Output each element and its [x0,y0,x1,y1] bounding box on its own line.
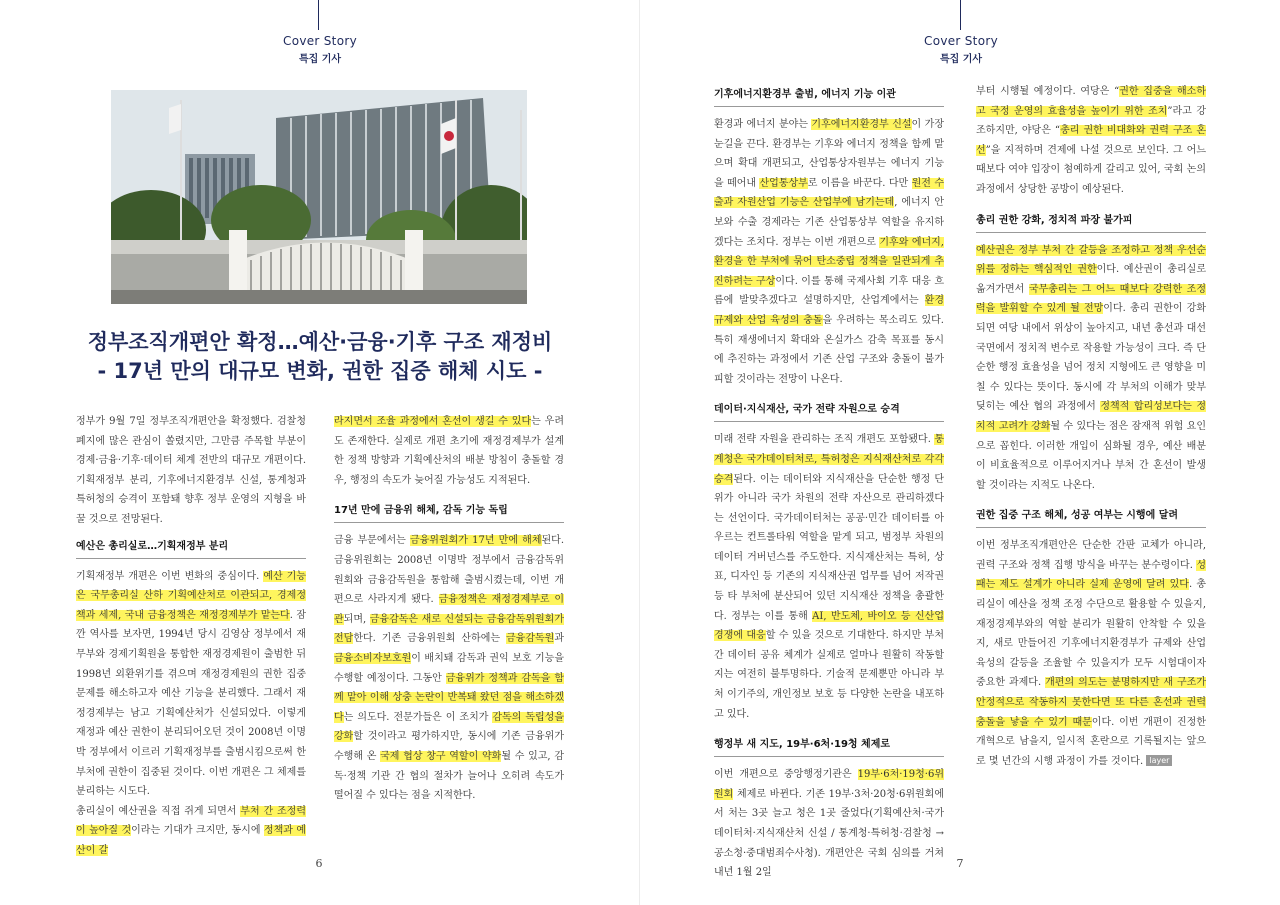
highlight: 예산 기능은 국무총리실 산하 기획예산처로 이관되고, 경제정책과 세제, 국내 금융정책은 재정경제부가 맡는다 [76,570,306,621]
highlight: 금융소비자보호원 [334,652,412,664]
highlight: 라지면서 조율 과정에서 혼선이 생길 수 있다 [334,416,532,427]
column-4 [976,82,1206,771]
highlight: 통계청은 국가데이터처로, 특허청은 지식재산처로 각각 승격 [714,434,944,485]
highlight: 금융위원회가 17년 만에 해체 [409,535,542,547]
column-3 [714,80,944,883]
section-label: 특집 기사 [939,54,983,65]
paragraph-structure: 이번 개편으로 중앙행정기관은 19부·6처·19청·6위원회 체제로 바뀐다. 기존 19부·3처·20청·6위원회에서 처는 3곳 늘고 청은 1곳 줄었다(기획예산처·국가데이터처·지식재산처 신설 / 통계청·특허청·검찰청 → 공소청·중대범죄수사청). 개편안은 국회 심의를 거쳐 내년 1월 2일 [714,769,944,879]
highlight: 권한 집중을 해소하고 국정 운영의 효율성을 높이기 위한 조치 [976,86,1206,117]
paragraph-data: 미래 전략 자원을 관리하는 조직 개편도 포함됐다. 통계청은 국가데이터처로, 특허청은 지식재산처로 각각 승격된다. 이는 데이터와 지식재산을 단순한 행정 단위가 아니라 국가 차원의 전략 자산으로 관리하겠다는 선언이다. 국가데이터처는 공공·민간 데이터를 아우르는 컨트롤타워 역할을 맡게 되고, 범정부 차원의 데이터 거버넌스를 주도한다. 지식재산처는 특허, 상표, 디자인 등 기존의 지식재산권 업무를 넘어 저작권 등 타 부처에 분산되어 있던 지식재산 정책을 총괄한다. 정부는 이를 통해 AI, 반도체, 바이오 등 신산업 경쟁에 대응할 수 있을 것으로 기대한다. 하지만 부처 간 데이터 공유 체계가 실제로 얼마나 원활히 작동할지는 여전히 불투명하다. 기술적 문제뿐만 아니라 부처 이기주의, 개인정보 보호 등 다양한 논란을 내포하고 있다. [714,434,945,720]
paragraph-pm: 예산권은 정부 부처 간 갈등을 조정하고 정책 우선순위를 정하는 핵심적인 권한이다. 예산권이 총리실로 옮겨가면서 국무총리는 그 어느 때보다 강력한 조정력을 발휘할 수 있게 될 전망이다. 총리 권한이 강화되면 여당 내에서 위상이 높아지고, 내년 총선과 대선 국면에서 정치적 변수로 작용할 가능성이 크다. 즉 단순한 행정 효율성을 넘어 정치 지형에도 큰 영향을 미칠 수 있다는 뜻이다. 동시에 각 부처의 이해가 맞부딪히는 예산 협의 과정에서 정책적 합리성보다는 정치적 고려가 강화될 수 있다는 점은 잠재적 위험 요인으로 꼽힌다. 이러한 개입이 심화될 경우, 예산 배분이 비효율적으로 이루어지거나 부처 간 혼선이 발생할 것이라는 지적도 나온다. [976,244,1207,491]
paragraph-finance: 금융 부문에서는 금융위원회가 17년 만에 해체된다. 금융위원회는 2008년 이명박 정부에서 금융감독위원회와 금융감독원을 통합해 출범시켰는데, 이번 개편으로 사라지게 됐다. 금융정책은 재정경제부로 이관되며, 금융감독은 새로 신설되는 금융감독위원회가 전담한다. 기존 금융위원회 산하에는 금융감독원과 금융소비자보호원이 배치돼 감독과 권익 보호 기능을 수행할 예정이다. 그동안 금융위가 정책과 감독을 함께 맡아 이해 상충 논란이 반복돼 왔던 점을 해소하겠다는 의도다. 전문가들은 이 조치가 감독의 독립성을 강화할 것이라고 평가하지만, 동시에 기존 금융위가 수행해 온 국제 협상 창구 역할이 약화될 수 있고, 감독·정책 기관 간 협의 절차가 늘어나 오히려 속도가 떨어질 수 있다는 점을 지적한다. [334,535,565,802]
highlight: 국제 협상 창구 역할이 약화 [380,750,502,762]
section-label: 특집 기사 [298,54,342,65]
highlight: 기후와 에너지, 환경을 한 부처에 묶어 탄소중립 정책을 일관되게 추진하려는 구상 [714,236,944,287]
cover-story-label: Cover Story [924,34,998,48]
highlight: 금융정책은 재정경제부로 이관 [334,594,565,625]
highlight: 성패는 제도 설계가 아니라 실제 운영에 달려 있다 [976,559,1206,591]
highlight: 원전 수출과 자원산업 기능은 산업부에 남기는데 [714,177,944,209]
paragraph-conclusion: 이번 정부조직개편안은 단순한 간판 교체가 아니라, 권력 구조와 정책 집행 방식을 바꾸는 분수령이다. 성패는 제도 설계가 아니라 실제 운영에 달려 있다. 총리실이 예산을 정책 조정 수단으로 활용할 수 있을지, 재정경제부와의 역할 분리가 원활히 안착할 수 있을지, 새로 만들어진 기후에너지환경부가 규제와 산업 육성의 갈등을 조율할 수 있을지가 모두 시험대이자 중요한 과제다. 개편의 의도는 분명하지만 새 구조가 안정적으로 작동하지 못한다면 또 다른 혼선과 권력 충돌을 낳을 수 있기 때문이다. 이번 개편이 진정한 개혁으로 남을지, 일시적 혼란으로 기록될지는 앞으로 몇 년간의 시행 과정이 가를 것이다. layer [976,540,1206,767]
highlight: 부처 간 조정력이 높아질 것 [76,805,306,837]
section-heading-budget: 예산은 총리실로…기획재정부 분리 [76,540,306,559]
highlight: 감독의 독립성을 강화 [334,711,564,743]
paragraph-budget-2: 총리실이 예산권을 직접 쥐게 되면서 부처 간 조정력이 높아질 것이라는 기대가 크지만, 동시에 정책과 예산이 갈 [76,805,306,856]
government-building-photo [111,90,527,304]
section-heading-climate: 기후에너지환경부 출범, 에너지 기능 이관 [714,88,944,107]
paragraph-schedule: 부터 시행될 예정이다. 여당은 “권한 집중을 해소하고 국정 운영의 효율성을 높이기 위한 조치”라고 강조하지만, 야당은 “총리 권한 비대화와 권력 구조 혼선”을 지적하며 견제에 나설 것으로 보인다. 그 어느 때보다 여야 입장이 첨예하게 갈리고 있어, 국회 논의 과정에서 상당한 공방이 예상된다. [976,86,1206,195]
page-number-right: 7 [956,857,964,870]
highlight: 기후에너지환경부 신설 [811,119,912,130]
highlight: 정책적 합리성보다는 정치적 고려가 강화 [976,401,1206,432]
highlight: 금융감독은 새로 신설되는 금융감독위원회가 전담 [334,613,564,645]
column-1 [76,412,306,860]
page-number-left: 6 [315,857,323,870]
highlight: 산업통상부 [759,177,808,189]
highlight: 금융위가 정책과 감독을 함께 맡아 이해 상충 논란이 반복돼 왔던 점을 해소하겠다 [334,672,564,723]
column-2 [334,412,564,806]
highlight: AI, 반도체, 바이오 등 신산업 경쟁에 대응 [714,610,944,642]
article-title [60,328,580,386]
intro-paragraph: 정부가 9월 7일 정부조직개편안을 확정했다. 검찰청 폐지에 많은 관심이 쏠렸지만, 그만큼 주목할 부분이 경제·금융·기후·데이터 체계 전반의 대규모 개편이다. 기획재정부 분리, 기후에너지환경부 신설, 통계청과 특허청의 승격이 포함돼 향후 정부 운영의 지형을 바꿀 것으로 전망된다. [76,416,306,525]
paragraph-cont: 라지면서 조율 과정에서 혼선이 생길 수 있다는 우려도 존재한다. 실제로 개편 초기에 재정경제부가 설계한 정책 방향과 기획예산처의 배분 방침이 충돌할 경우, 행정의 속도가 늦어질 가능성도 지적된다. [334,416,564,486]
highlight: 환경 규제와 산업 육성의 충돌 [714,295,944,326]
section-heading-pm: 총리 권한 강화, 정치적 파장 불가피 [976,214,1206,233]
title-line-1: 정부조직개편안 확정…예산·금융·기후 구조 재정비 [87,330,553,354]
header-rule [960,0,961,30]
highlight: 총리 권한 비대화와 권력 구조 혼선 [976,125,1206,156]
section-heading-conclusion: 권한 집중 구조 해체, 성공 여부는 시행에 달려 [976,509,1206,528]
paragraph-climate: 환경과 에너지 분야는 기후에너지환경부 신설이 가장 눈길을 끈다. 환경부는 기후와 에너지 정책을 함께 맡으며 확대 개편되고, 산업통상자원부는 에너지 기능을 떼어내 산업통상부로 이름을 바꾼다. 다만 원전 수출과 자원산업 기능은 산업부에 남기는데, 에너지 안보와 수출 경제라는 기존 산업통상부 역할을 유지하겠다는 조치다. 정부는 이번 개편으로 기후와 에너지, 환경을 한 부처에 묶어 탄소중립 정책을 일관되게 추진하려는 구상이다. 이를 통해 국제사회 기후 대응 흐름에 발맞추겠다고 설명하지만, 산업계에서는 환경 규제와 산업 육성의 충돌을 우려하는 목소리도 있다. 특히 재생에너지 확대와 온실가스 감축 목표를 동시에 추진하는 과정에서 기존 산업 구조와 충돌이 불가피할 것이라는 전망이 나온다. [714,119,945,385]
highlight: 금융감독원 [506,633,555,645]
section-heading-finance: 17년 만에 금융위 해체, 감독 기능 독립 [334,504,564,523]
paragraph-budget: 기획재정부 개편은 이번 변화의 중심이다. 예산 기능은 국무총리실 산하 기획예산처로 이관되고, 경제정책과 세제, 국내 금융정책은 재정경제부가 맡는다. 잠깐 역사를 보자면, 1994년 당시 김영삼 정부에서 재무부와 경제기획원을 통합한 재정경제원이 출범한 뒤 1998년 외환위기를 겪으며 재정경제원의 권한 집중 문제를 해소하고자 예산 기능을 분리했다. 그래서 재정경제부는 남고 기획예산처가 신설되었다. 이렇게 재정과 예산 권한이 분리되어오던 것이 2008년 이명박 정부에서 이르러 기획재정부를 출범시킴으로써 한 부처에 권한이 집중된 것이다. 이번 개편은 그 체제를 분리하는 시도다. [76,570,306,798]
section-heading-structure: 행정부 새 지도, 19부·6처·19청 체제로 [714,738,944,757]
highlight: 예산권은 정부 부처 간 갈등을 조정하고 정책 우선순위를 정하는 핵심적인 권한 [976,244,1206,276]
layer-badge: layer [1146,755,1172,766]
right-page [640,0,1280,905]
highlight: 정책과 예산이 갈 [76,825,306,856]
highlight: 19부·6처·19청·6위원회 [714,769,944,800]
title-line-2: - 17년 만의 대규모 변화, 권한 집중 해체 시도 - [97,359,543,383]
highlight: 개편의 의도는 분명하지만 새 구조가 안정적으로 작동하지 못한다면 또 다른 혼선과 권력 충돌을 낳을 수 있기 때문 [976,677,1206,728]
header-rule [318,0,319,30]
highlight: 국무총리는 그 어느 때보다 강력한 조정력을 발휘할 수 있게 될 전망 [976,283,1206,315]
cover-story-label: Cover Story [283,34,357,48]
section-heading-data: 데이터·지식재산, 국가 전략 자원으로 승격 [714,403,944,422]
